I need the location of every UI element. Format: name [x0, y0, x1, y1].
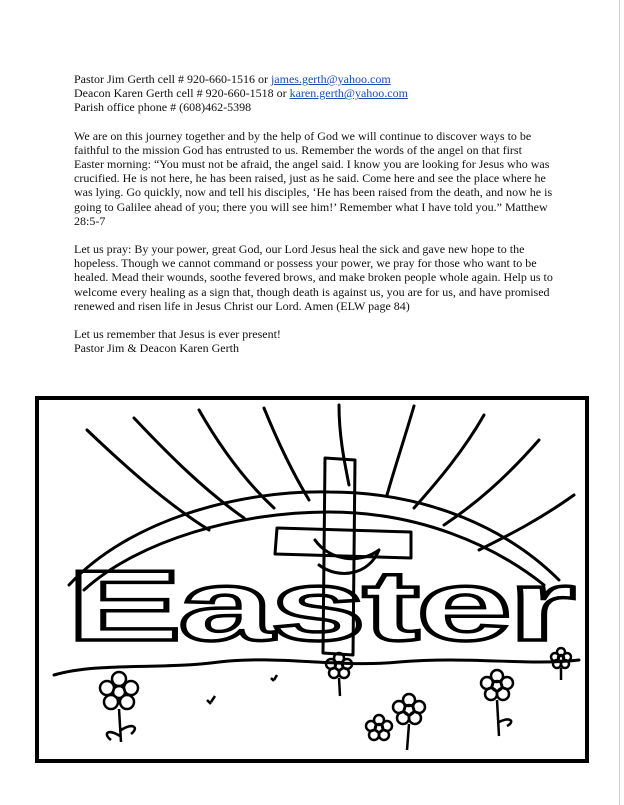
easter-word: Easter	[67, 550, 574, 662]
page-edge-rule	[619, 0, 620, 805]
letter-body	[74, 72, 554, 355]
closing-line: Let us remember that Jesus is ever present!	[74, 327, 281, 342]
flowers-group	[100, 648, 571, 750]
office-phone-line: Parish office phone # (608)462-5398	[74, 100, 252, 115]
prayer-paragraph: Let us pray: By your power, great God, our Lord Jesus heal the sick and gave new hope to the hopeless. Though we cannot command or possess your power, we pray for those who want to be healed. Mead their wounds, soothe fevered brows, and make broken people whole again. Help us to welcome every healing as a sign that, though death is against us, you are for us, and have promised renewed and risen life in Jesus Christ our Lord. Amen (ELW page 84)	[74, 242, 553, 313]
pastor-contact-line: Pastor Jim Gerth cell # 920-660-1516 or james.gerth@yahoo.com	[74, 72, 391, 86]
deacon-contact-line: Deacon Karen Gerth cell # 920-660-1518 or karen.gerth@yahoo.com	[74, 86, 408, 101]
signature-line: Pastor Jim & Deacon Karen Gerth	[74, 341, 239, 356]
journey-paragraph: We are on this journey together and by the help of God we will continue to discover ways to be faithful to the mission God has entrusted to us. Remember the words of the angel on that first Easter morning: “You must not be afraid, the angel said. I know you are looking for Jesus who was crucified. He is not here, he has been raised, just as he said. Come here and see the place where he was lying. Go quickly, now and tell his disciples, ‘He has been raised from the death, and now he is going to Galilee ahead of you; there you will see him!’ Remember what I have told you.” Matthew 28:5-7	[74, 128, 553, 228]
pastor-email-link[interactable]: james.gerth@yahoo.com	[270, 72, 391, 86]
deacon-email-link[interactable]: karen.gerth@yahoo.com	[289, 86, 408, 101]
easter-coloring-image	[35, 396, 589, 763]
easter-line-drawing	[39, 400, 585, 759]
